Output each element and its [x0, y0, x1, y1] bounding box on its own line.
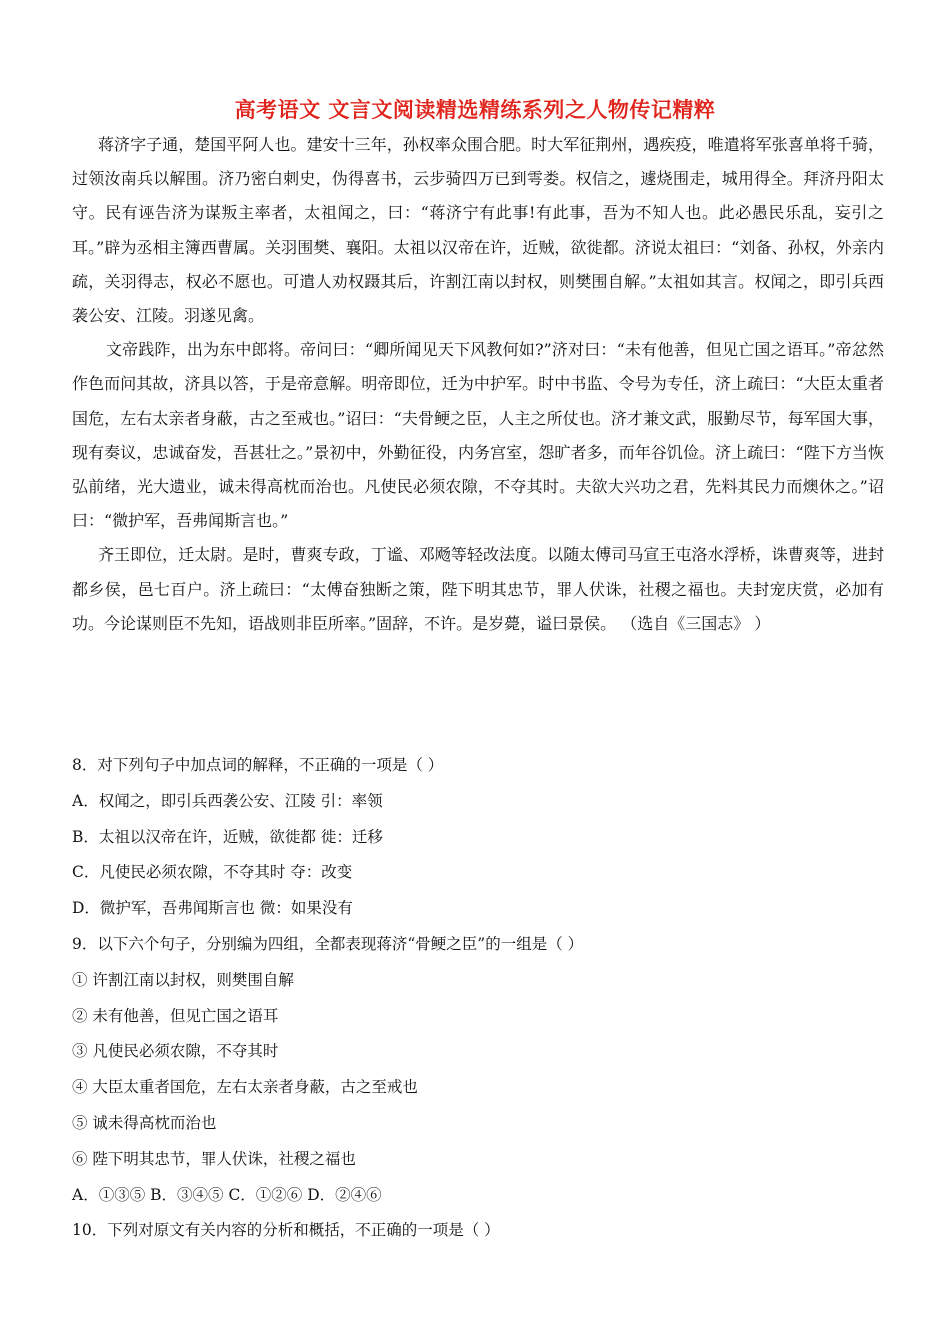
page-title: 高考语文 文言文阅读精选精练系列之人物传记精粹	[234, 97, 716, 122]
question-9-sentence-6: ⑥ 陛下明其忠节，罪人伏诛，社稷之福也	[72, 1149, 356, 1168]
passage-paragraph-1: 蒋济字子通，楚国平阿人也。建安十三年，孙权率众围合肥。时大军征荆州，遇疾疫，唯遣将军张喜单将千骑，过领汝南兵以解围。济乃密白刺史，伪得喜书，云步骑四万已到雩娄。权信之，遽烧围走，城用得全。拜济丹阳太守。民有诬告济为谋叛主率者，太祖闻之，曰：“蒋济宁有此事!有此事，吾为不知人也。此必愚民乐乱，妄引之耳。”辟为丞相主簿西曹属。关羽围樊、襄阳。太祖以汉帝在许，近贼，欲徙都。济说太祖曰：“刘备、孙权，外亲内疏，关羽得志，权必不愿也。可遣人劝权蹑其后，许割江南以封权，则樊围自解。”太祖如其言。权闻之，即引兵西袭公安、江陵。羽遂见禽。	[72, 135, 884, 326]
passage	[72, 128, 884, 641]
question-9-sentence-4: ④ 大臣太重者国危，左右太亲者身蔽，古之至戒也	[72, 1078, 418, 1097]
passage-paragraph-3: 齐王即位，迁太尉。是时，曹爽专政，丁谧、邓飏等轻改法度。以随太傅司马宣王屯洛水浮桥，诛曹爽等，进封都乡侯，邑七百户。济上疏曰：“太傅奋独断之策，陛下明其忠节，罪人伏诛，社稷之福也。夫封宠庆赏，必加有功。今论谋则臣不先知，语战则非臣所率。”固辞，不许。是岁薨，谥曰景侯。 （选自《三国志》 ）	[72, 545, 884, 633]
question-9-options: A．①③⑤ B．③④⑤ C．①②⑥ D．②④⑥	[72, 1185, 382, 1204]
question-8-option-b: B．太祖以汉帝在许，近贼，欲徙都 徙：迁移	[72, 827, 383, 846]
question-10-stem: 10．下列对原文有关内容的分析和概括，不正确的一项是（ ）	[72, 1221, 500, 1240]
question-9-sentence-5: ⑤ 诚未得高枕而治也	[72, 1113, 217, 1132]
question-9-sentence-1: ① 许割江南以封权，则樊围自解	[72, 970, 294, 989]
question-9-stem: 9．以下六个句子，分别编为四组，全都表现蒋济“骨鲠之臣”的一组是（ ）	[72, 934, 584, 953]
passage-paragraph-2: 文帝践阼，出为东中郎将。帝问曰：“卿所闻见天下风教何如?”济对曰：“未有他善，但见亡国之语耳。”帝忿然作色而问其故，济具以答，于是帝意解。明帝即位，迁为中护军。时中书监、令号为专任，济上疏曰：“大臣太重者国危，左右太亲者身蔽，古之至戒也。”诏曰：“夫骨鲠之臣，人主之所仗也。济才兼文武，服勤尽节，每军国大事，现有奏议，忠诚奋发，吾甚壮之。”景初中，外勤征役，内务宫室，怨旷者多，而年谷饥俭。济上疏曰：“陛下方当恢弘前绪，光大遗业，诚未得高枕而治也。凡使民必须农隙，不夺其时。夫欲大兴功之君，先料其民力而燠休之。”诏曰：“微护军，吾弗闻斯言也。”	[72, 340, 884, 531]
question-8-stem: 8．对下列句子中加点词的解释，不正确的一项是（ ）	[72, 756, 444, 774]
question-8-option-c: C．凡使民必须农隙，不夺其时 夺：改变	[72, 863, 353, 882]
question-9-sentence-3: ③ 凡使民必须农隙，不夺其时	[72, 1042, 279, 1061]
question-8-option-d: D．微护军，吾弗闻斯言也 微：如果没有	[72, 899, 353, 918]
question-9-sentence-2: ② 未有他善，但见亡国之语耳	[72, 1006, 279, 1025]
questions	[72, 748, 884, 1249]
question-8-option-a: A．权闻之，即引兵西袭公安、江陵 引：率领	[72, 791, 383, 810]
